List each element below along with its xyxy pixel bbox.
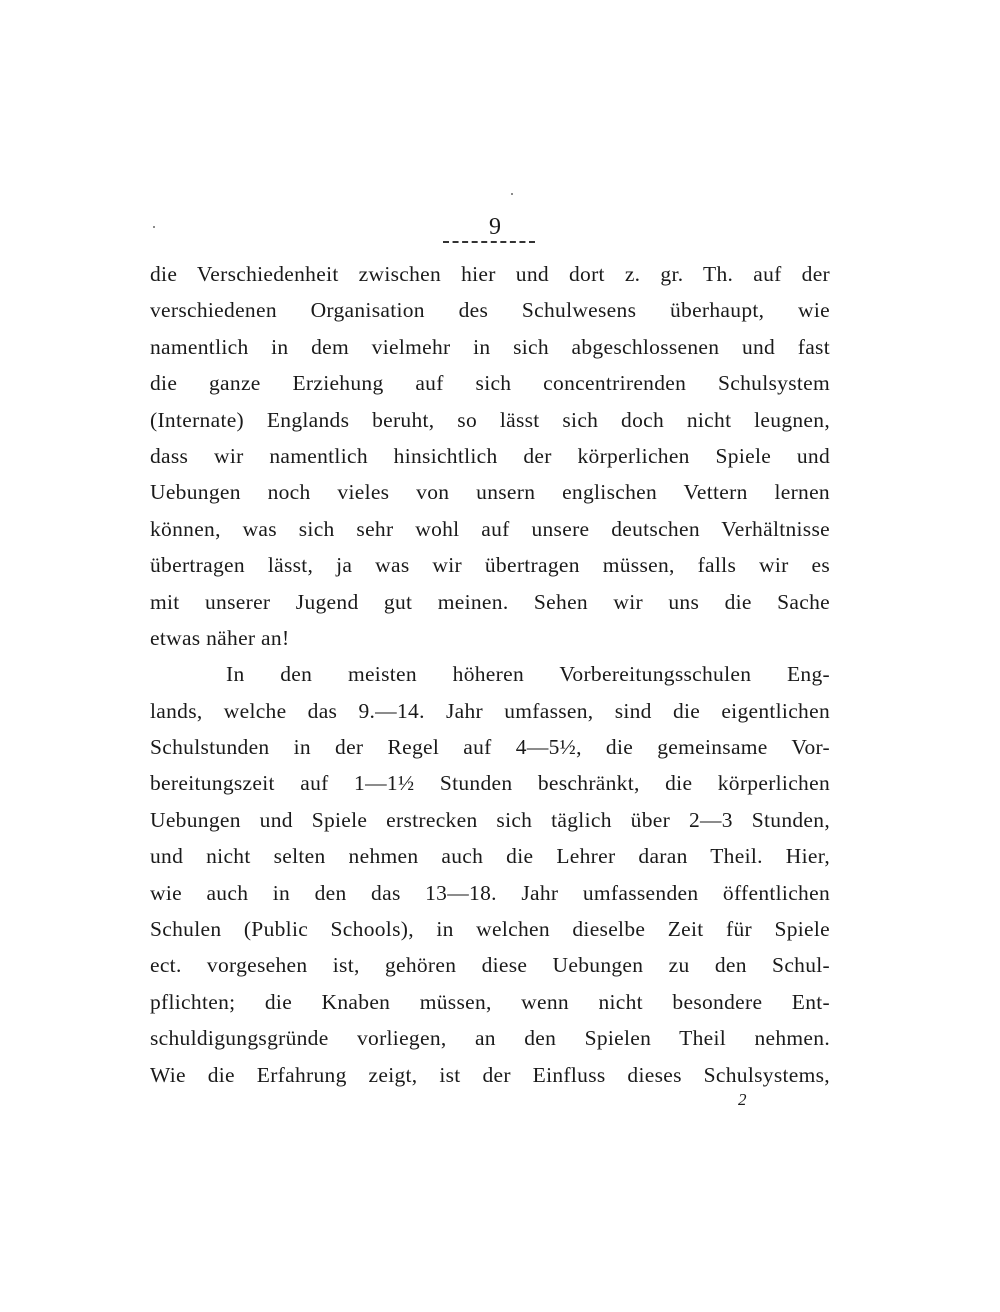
text-line: In den meisten höheren Vorbereitungsschulen Eng- — [226, 662, 830, 687]
text-line: etwas näher an! — [150, 625, 290, 650]
text-line: die Verschiedenheit zwischen hier und dort z. gr. Th. auf der — [150, 262, 830, 286]
text-line: ect. vorgesehen ist, gehören diese Uebungen zu den Schul- — [150, 953, 830, 978]
text-line: lands, welche das 9.—14. Jahr umfassen, sind die eigentlichen — [150, 698, 830, 723]
text-line: die ganze Erziehung auf sich concentrirenden Schulsystem — [150, 371, 830, 396]
paragraph-1 — [150, 256, 830, 656]
signature-mark: 2 — [738, 1090, 747, 1109]
text-line: namentlich in dem vielmehr in sich abgeschlossenen und fast — [150, 334, 830, 359]
text-line: übertragen lässt, ja was wir übertragen müssen, falls wir es — [150, 553, 830, 578]
text-line: dass wir namentlich hinsichtlich der körperlichen Spiele und — [150, 443, 830, 468]
text-line: Uebungen noch vieles von unsern englischen Vettern lernen — [150, 480, 830, 505]
text-line: können, was sich sehr wohl auf unsere deutschen Verhältnisse — [150, 516, 830, 541]
page-number: 9 — [489, 214, 501, 240]
text-line: und nicht selten nehmen auch die Lehrer daran Theil. Hier, — [150, 844, 830, 869]
text-line: Schulen (Public Schools), in welchen dieselbe Zeit für Spiele — [150, 917, 830, 942]
text-line: (Internate) Englands beruht, so lässt sich doch nicht leugnen, — [150, 407, 830, 432]
text-line: Wie die Erfahrung zeigt, ist der Einfluss dieses Schulsystems, — [150, 1062, 830, 1087]
text-line: verschiedenen Organisation des Schulwesens überhaupt, wie — [150, 298, 830, 323]
header-rule — [443, 241, 535, 243]
text-line: wie auch in den das 13—18. Jahr umfassenden öffentlichen — [150, 880, 830, 905]
body-text — [150, 256, 830, 1093]
text-line: Schulstunden in der Regel auf 4—5½, die gemeinsame Vor- — [150, 735, 830, 760]
text-line: schuldigungsgründe vorliegen, an den Spielen Theil nehmen. — [150, 1026, 830, 1051]
text-line: Uebungen und Spiele erstrecken sich täglich über 2—3 Stunden, — [150, 807, 830, 832]
text-line: bereitungszeit auf 1—1½ Stunden beschränkt, die körperlichen — [150, 771, 830, 796]
scan-speck — [511, 193, 513, 195]
scan-speck — [153, 226, 155, 228]
paragraph-2 — [150, 656, 830, 1093]
text-line: mit unserer Jugend gut meinen. Sehen wir uns die Sache — [150, 589, 830, 614]
text-line: pflichten; die Knaben müssen, wenn nicht besondere Ent- — [150, 989, 830, 1014]
